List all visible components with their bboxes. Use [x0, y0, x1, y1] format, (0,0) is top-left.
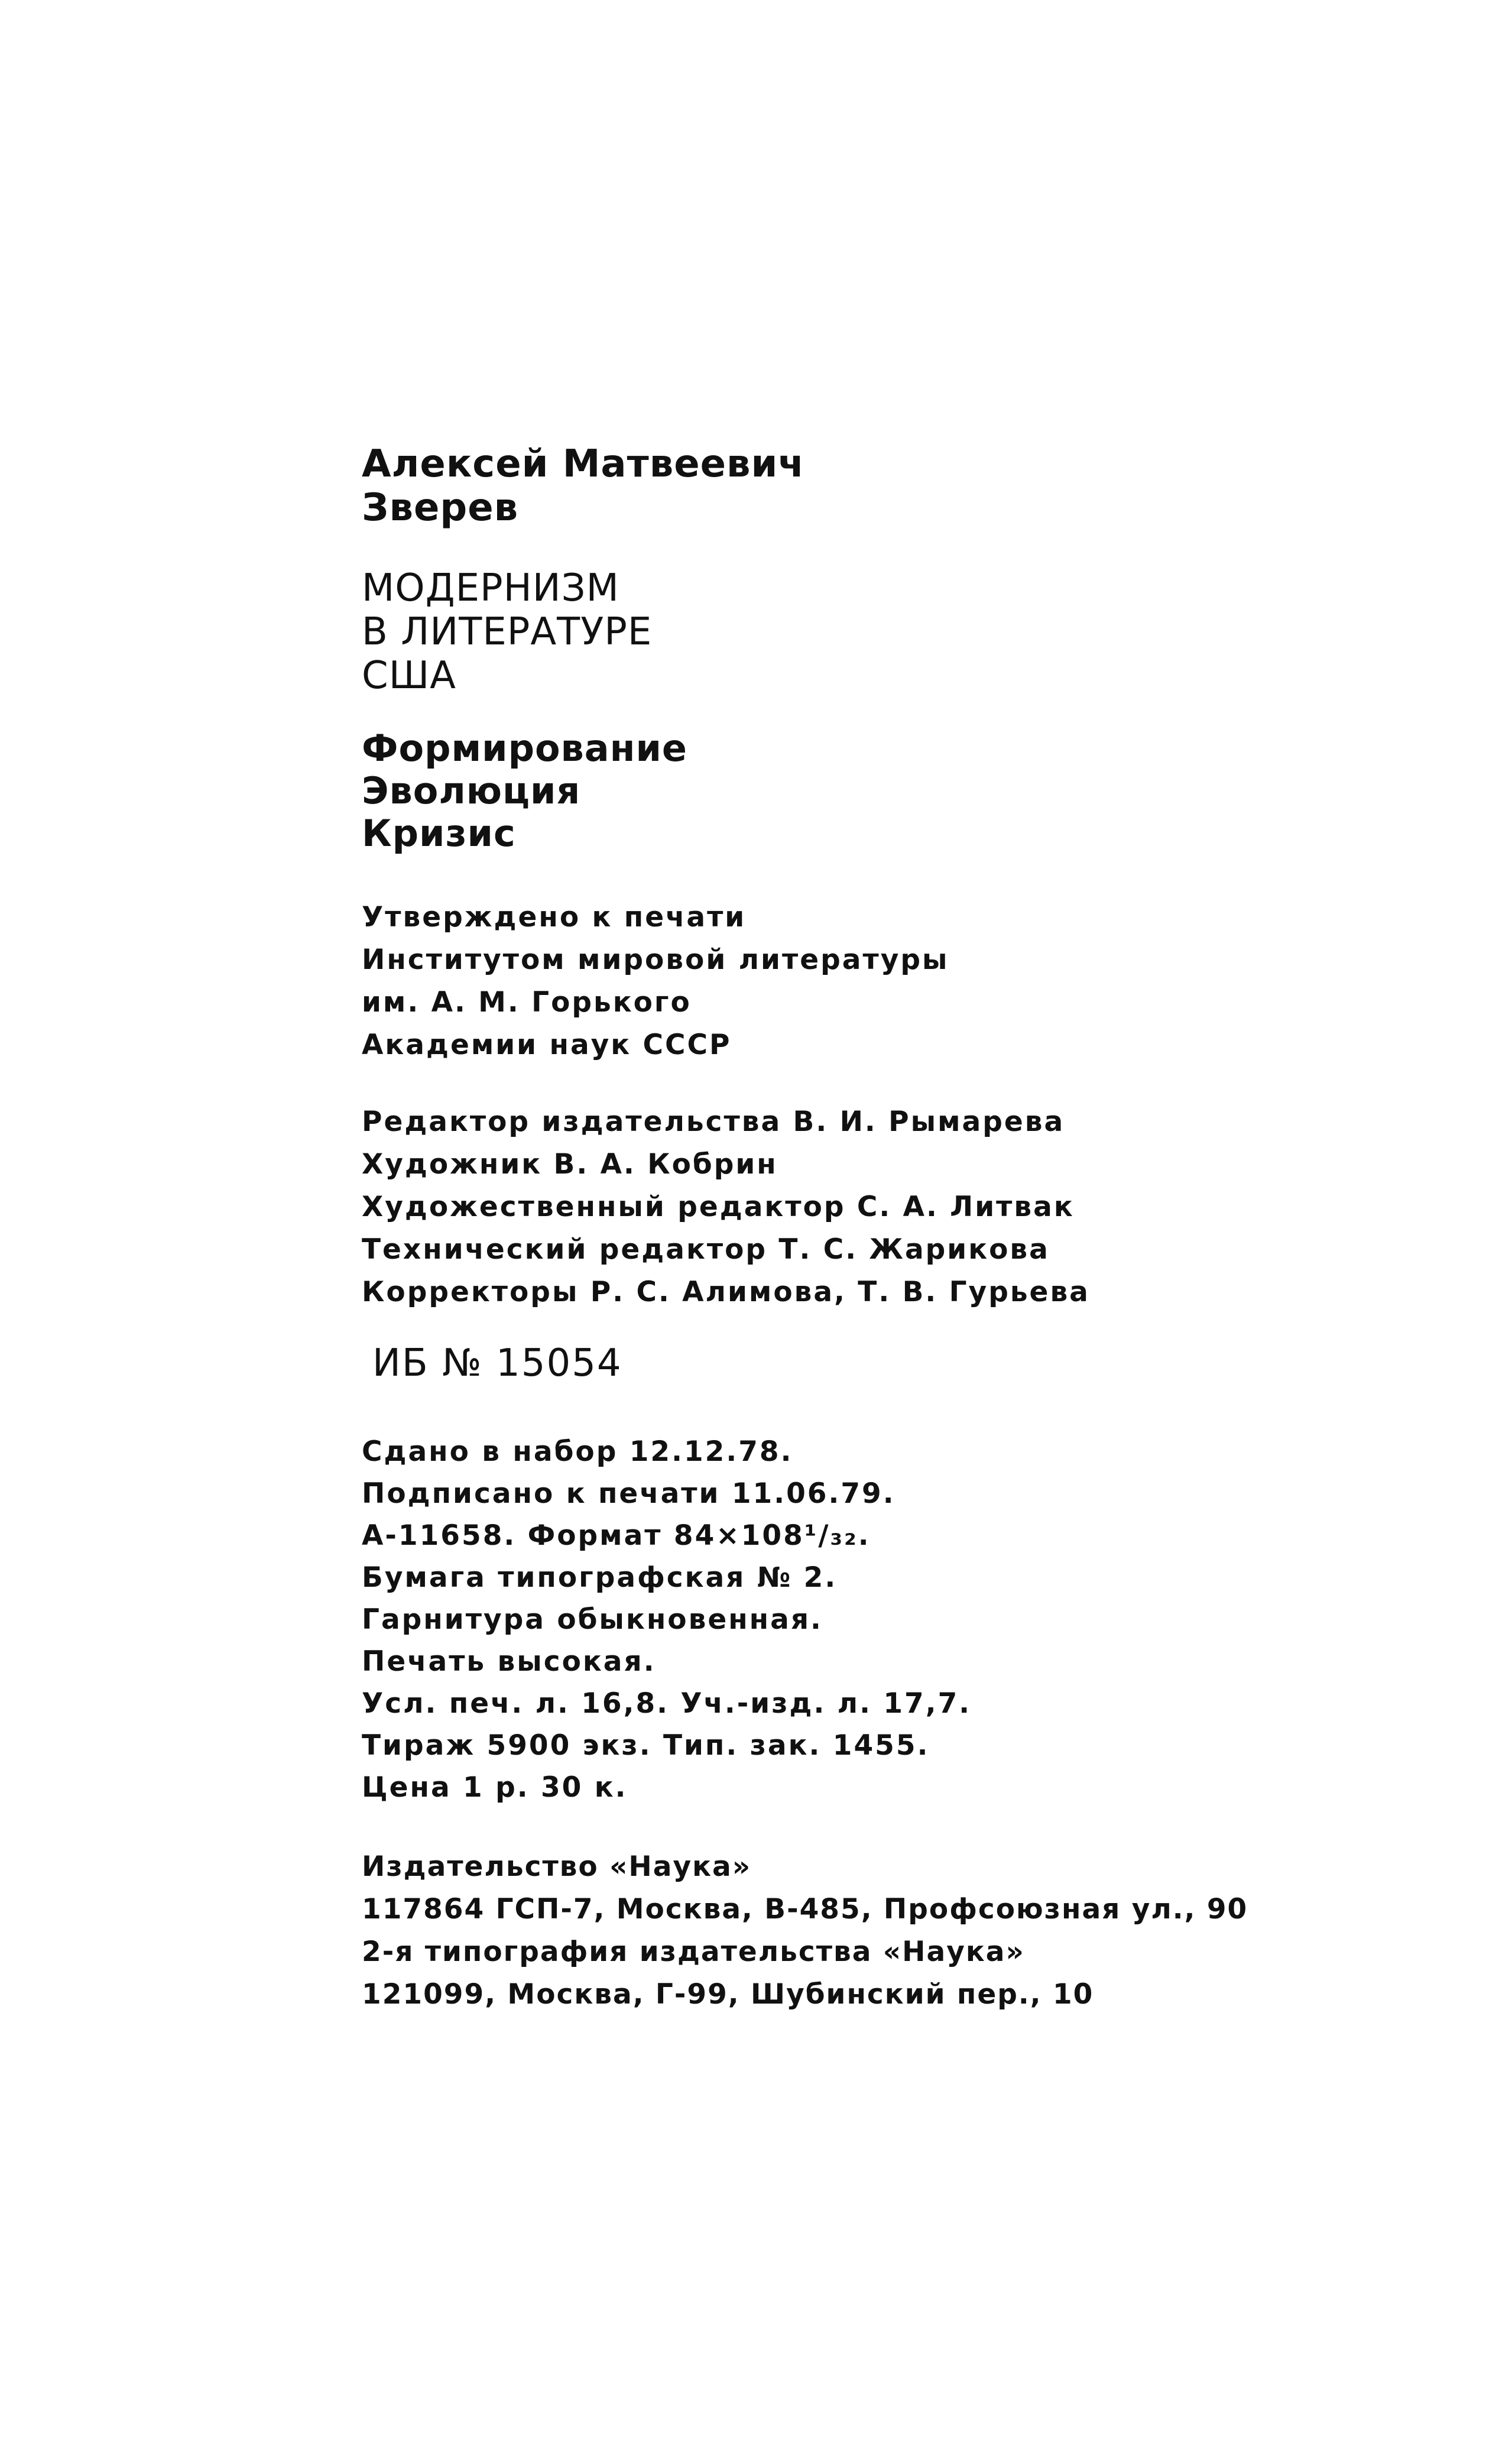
publisher-block	[362, 1846, 1248, 2016]
approval-line: Институтом мировой литературы	[362, 944, 949, 976]
detail-line: Усл. печ. л. 16,8. Уч.-изд. л. 17,7.	[362, 1687, 972, 1720]
publisher-line: 2-я типография издательства «Наука»	[362, 1936, 1025, 1968]
publisher-line: Издательство «Наука»	[362, 1850, 752, 1883]
publisher-line: 117864 ГСП-7, Москва, В-485, Профсоюзная ул., 90	[362, 1893, 1248, 1926]
subtitle-line: Формирование	[362, 727, 687, 770]
detail-line: Гарнитура обыкновенная.	[362, 1603, 823, 1636]
ib-number	[372, 1341, 622, 1386]
author-name	[362, 442, 804, 530]
detail-line: Бумага типографская № 2.	[362, 1561, 838, 1594]
approval-line: им. А. М. Горького	[362, 986, 692, 1019]
ib-number-text: ИБ № 15054	[372, 1341, 622, 1385]
book-title	[362, 566, 652, 698]
title-line: США	[362, 654, 456, 698]
approval-block	[362, 896, 949, 1067]
title-line: МОДЕРНИЗМ	[362, 566, 619, 610]
publisher-line: 121099, Москва, Г-99, Шубинский пер., 10	[362, 1978, 1094, 2011]
staff-line: Художник В. А. Кобрин	[362, 1148, 778, 1181]
author-first-names: Алексей Матвеевич	[362, 442, 805, 486]
author-surname: Зверев	[362, 486, 519, 530]
subtitle-line: Кризис	[362, 812, 516, 855]
approval-line: Утверждено к печати	[362, 901, 747, 933]
detail-line: А-11658. Формат 84×108¹/₃₂.	[362, 1519, 871, 1552]
detail-line: Цена 1 р. 30 к.	[362, 1771, 628, 1804]
subtitle-line: Эволюция	[362, 769, 581, 812]
detail-line: Тираж 5900 экз. Тип. зак. 1455.	[362, 1729, 930, 1762]
staff-line: Корректоры Р. С. Алимова, Т. В. Гурьева	[362, 1276, 1090, 1308]
book-subtitle	[362, 727, 687, 855]
approval-line: Академии наук СССР	[362, 1029, 732, 1061]
detail-line: Печать высокая.	[362, 1645, 656, 1678]
staff-line: Редактор издательства В. И. Рымарева	[362, 1106, 1065, 1138]
print-details	[362, 1431, 971, 1808]
staff-credits	[362, 1101, 1090, 1314]
staff-line: Технический редактор Т. С. Жарикова	[362, 1233, 1050, 1266]
detail-line: Подписано к печати 11.06.79.	[362, 1477, 895, 1510]
staff-line: Художественный редактор С. А. Литвак	[362, 1191, 1075, 1223]
title-line: В ЛИТЕРАТУРЕ	[362, 610, 653, 654]
detail-line: Сдано в набор 12.12.78.	[362, 1435, 793, 1468]
